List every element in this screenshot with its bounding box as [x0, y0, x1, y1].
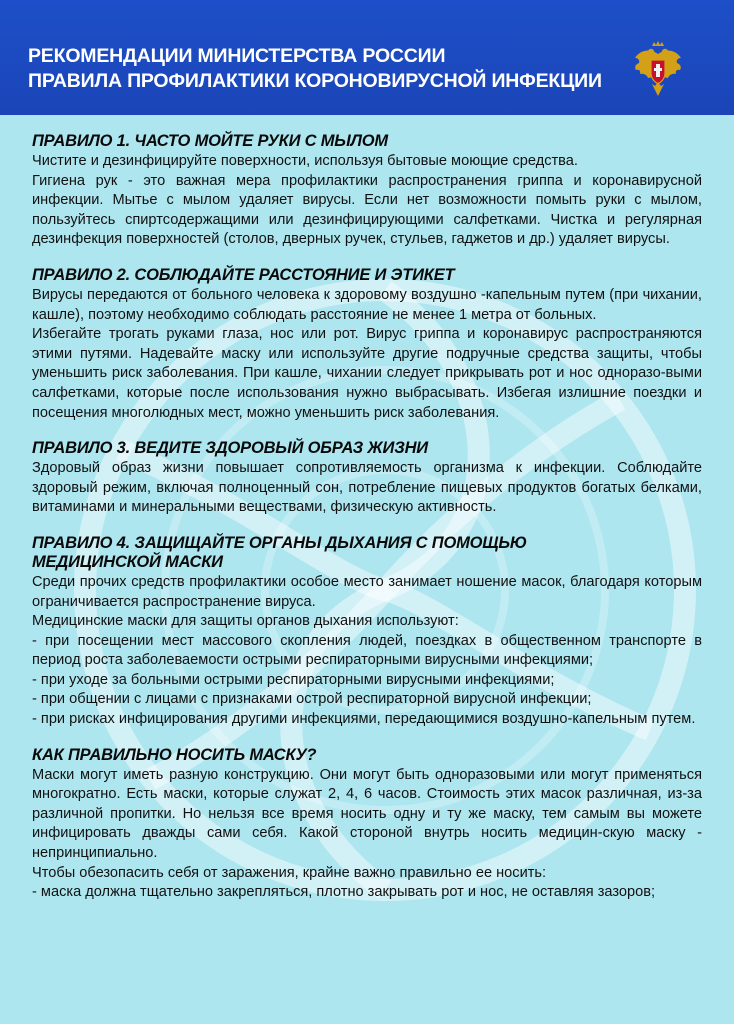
mask-title: КАК ПРАВИЛЬНО НОСИТЬ МАСКУ?: [32, 745, 317, 764]
rule-3-section: [32, 439, 702, 518]
rule-4-list-item-4: - при рисках инфицирования другими инфекциями, передающимися воздушно-капельным путем.: [32, 711, 696, 728]
rule-4-title: [32, 534, 702, 572]
mask-paragraph-1: Маски могут иметь разную конструкцию. Они могут быть одноразовыми или могут применяться многократно. Есть маски, которые служат 2, 4, 6 часов. Стоимость этих масок различная, из-за различной пропитки. Но нельзя все время носить одну и ту же маску, тем самым вы можете инфицировать дважды сами себя. Какой стороной внутрь носить медицин-скую маску - непринципиально.: [32, 766, 702, 862]
mask-list-item-1: - маска должна тщательно закрепляться, плотно закрывать рот и нос, не оставляя зазоров;: [32, 884, 656, 901]
rule-1-title: ПРАВИЛО 1. ЧАСТО МОЙТЕ РУКИ С МЫЛОМ: [32, 132, 388, 150]
mask-paragraph-2: Чтобы обезопасить себя от заражения, крайне важно правильно ее носить:: [32, 864, 547, 881]
content: [32, 132, 702, 903]
rule-1-paragraph-1: Чистите и дезинфицируйте поверхности, используя бытовые моющие средства.: [32, 153, 578, 169]
page-title: [28, 44, 602, 94]
rule-1-section: [32, 132, 702, 250]
rule-4-list-item-1: - при посещении мест массового скопления людей, поездках в общественном транспорте в период роста заболеваемости острыми респираторными вирусными инфекциями;: [32, 632, 702, 669]
rule-2-section: [32, 266, 702, 423]
header-banner: [0, 0, 734, 115]
rule-2-title: ПРАВИЛО 2. СОБЛЮДАЙТЕ РАССТОЯНИЕ И ЭТИКЕТ: [32, 265, 455, 284]
title-line-2: ПРАВИЛА ПРОФИЛАКТИКИ КОРОНОВИРУСНОЙ ИНФЕКЦИИ: [28, 70, 602, 92]
rule-2-paragraph-2: Избегайте трогать руками глаза, нос или рот. Вирус гриппа и коронавирус распространяются этими путями. Надевайте маску или используйте другие подручные средства защиты, чтобы уменьшить риск заболевания. При кашле, чихании следует прикрывать рот и нос одноразо-выми салфетками, которые после использования нужно выбрасывать. Избегая излишние поездки и посещения многолюдных мест, можно уменьшить риск заболевания.: [32, 326, 702, 421]
mask-section: [32, 746, 702, 903]
rule-4-section: [32, 534, 702, 730]
double-headed-eagle-emblem-icon: [632, 40, 684, 98]
title-line-1: РЕКОМЕНДАЦИИ МИНИСТЕРСТВА РОССИИ: [28, 45, 446, 67]
rule-4-title-line-1: ПРАВИЛО 4. ЗАЩИЩАЙТЕ ОРГАНЫ ДЫХАНИЯ С ПОМОЩЬЮ: [32, 533, 527, 552]
rule-4-title-line-2: МЕДИЦИНСКОЙ МАСКИ: [32, 552, 223, 571]
rule-4-paragraph-1: Среди прочих средств профилактики особое место занимает ношение масок, благодаря которым ограничивается распространение вируса.: [32, 573, 702, 610]
rule-4-list-item-3: - при общении с лицами с признаками острой респираторной вирусной инфекции;: [32, 691, 592, 708]
rule-3-paragraph-1: Здоровый образ жизни повышает сопротивляемость организма к инфекции. Соблюдайте здоровый режим, включая полноценный сон, потребление пищевых продуктов богатых белками, витаминами и минеральными веществами, физическую активность.: [32, 460, 702, 516]
rule-2-paragraph-1: Вирусы передаются от больного человека к здоровому воздушно -капельным путем (при чихании, кашле), поэтому необходимо соблюдать расстояние не менее 1 метра от больных.: [32, 286, 702, 323]
rule-3-title: ПРАВИЛО 3. ВЕДИТЕ ЗДОРОВЫЙ ОБРАЗ ЖИЗНИ: [32, 439, 428, 458]
rule-4-paragraph-2: Медицинские маски для защиты органов дыхания используют:: [32, 613, 459, 630]
rule-1-paragraph-2: Гигиена рук - это важная мера профилактики распространения гриппа и коронавирусной инфекции. Мытье с мылом удаляет вирусы. Если нет возможности помыть руки с мылом, пользуйтесь спиртсодержащими или дезинфицирующими салфетками. Чистка и регулярная дезинфекция поверхностей (столов, дверных ручек, стульев, гаджетов и др.) удаляет вирусы.: [32, 172, 702, 248]
rule-4-list-item-2: - при уходе за больными острыми респираторными вирусными инфекциями;: [32, 671, 555, 688]
